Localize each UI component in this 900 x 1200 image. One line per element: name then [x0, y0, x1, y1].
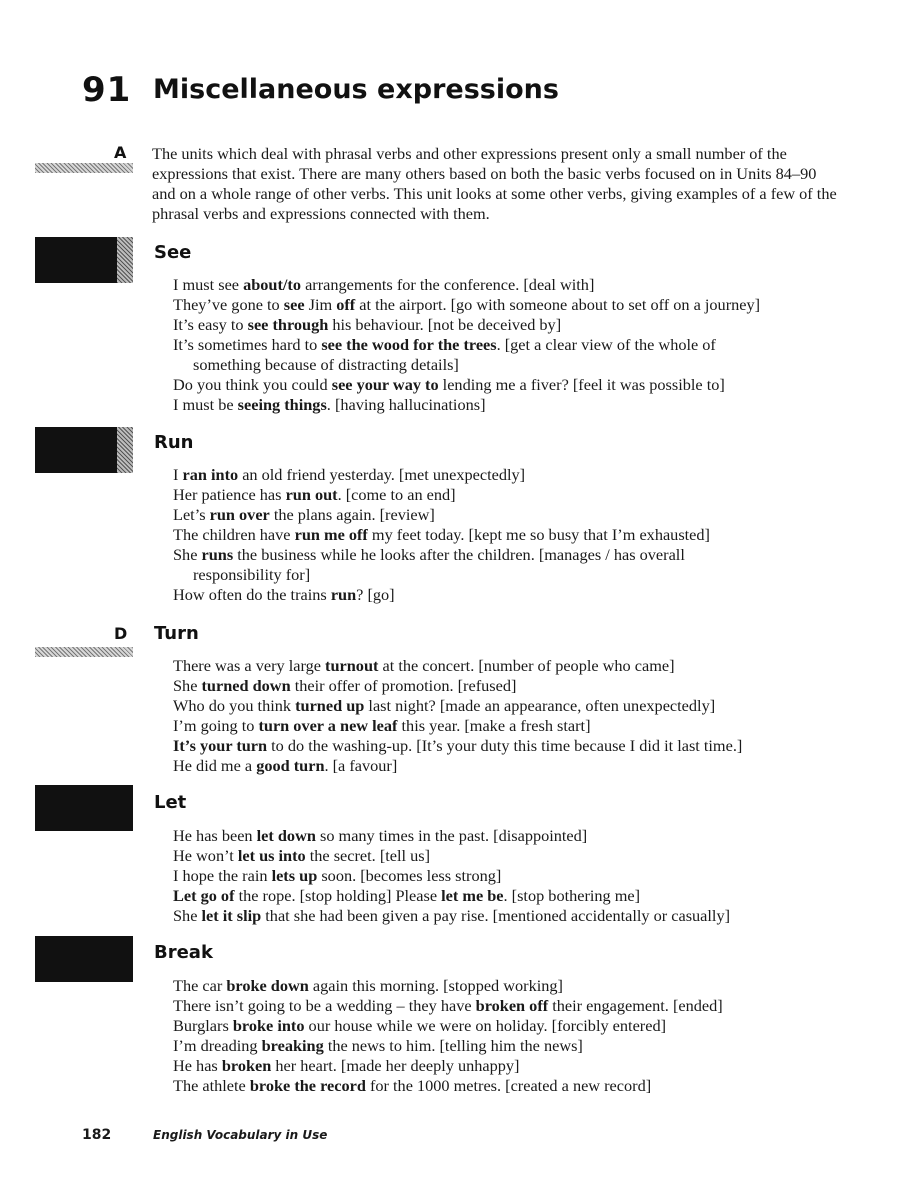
section-tab-b	[35, 237, 133, 283]
section-letter-d: D	[114, 624, 128, 643]
example-line: He won’t let us into the secret. [tell us]	[173, 846, 431, 865]
intro-paragraph	[152, 144, 842, 224]
section-heading-break: Break	[154, 942, 213, 963]
section-tab-f	[35, 936, 133, 982]
example-line: It’s easy to see through his behaviour. [not be deceived by]	[173, 315, 562, 334]
section-heading-run: Run	[154, 432, 194, 453]
example-line: Her patience has run out. [come to an end]	[173, 485, 456, 504]
intro-text: The units which deal with phrasal verbs and other expressions present only a small number of the expressions that exist. There are many others based on both the basic verbs focused on in Units 84–90 and on a whole range of other verbs. This unit looks at some other verbs, giving examples of a few of the phrasal verbs and expressions connected with them.	[152, 144, 837, 223]
book-title: English Vocabulary in Use	[153, 1128, 328, 1142]
section-letter-a: A	[114, 143, 127, 162]
example-line: He has been let down so many times in the past. [disappointed]	[173, 826, 588, 845]
section-tab-d	[35, 647, 133, 657]
example-line-continuation: responsibility for]	[193, 565, 311, 584]
example-line: There was a very large turnout at the concert. [number of people who came]	[173, 656, 675, 675]
example-line-continuation: something because of distracting details]	[193, 355, 459, 374]
example-line: She turned down their offer of promotion. [refused]	[173, 676, 517, 695]
example-line: I ran into an old friend yesterday. [met unexpectedly]	[173, 465, 526, 484]
section-heading-let: Let	[154, 792, 187, 813]
section-letter-c-shade	[117, 427, 133, 473]
example-line: Let’s run over the plans again. [review]	[173, 505, 435, 524]
section-tab-c	[35, 427, 133, 473]
example-line: Do you think you could see your way to lending me a fiver? [feel it was possible to]	[173, 375, 725, 394]
unit-number: 91	[82, 70, 132, 110]
example-line: There isn’t going to be a wedding – they have broken off their engagement. [ended]	[173, 996, 723, 1015]
example-line: Who do you think turned up last night? [made an appearance, often unexpectedly]	[173, 696, 716, 715]
example-line: I hope the rain lets up soon. [becomes less strong]	[173, 866, 502, 885]
example-line: I’m going to turn over a new leaf this year. [make a fresh start]	[173, 716, 591, 735]
example-line: Let go of the rope. [stop holding] Please let me be. [stop bothering me]	[173, 886, 641, 905]
example-line: I must be seeing things. [having hallucinations]	[173, 395, 486, 414]
example-line: He did me a good turn. [a favour]	[173, 756, 398, 775]
example-line: Burglars broke into our house while we were on holiday. [forcibly entered]	[173, 1016, 667, 1035]
example-line: They’ve gone to see Jim off at the airport. [go with someone about to set off on a journey]	[173, 295, 761, 314]
section-tab-a	[35, 163, 133, 173]
example-line: She runs the business while he looks after the children. [manages / has overall	[173, 545, 685, 564]
break-examples	[173, 976, 863, 1096]
section-tab-e	[35, 785, 133, 831]
let-examples	[173, 826, 863, 926]
example-line: The athlete broke the record for the 1000 metres. [created a new record]	[173, 1076, 652, 1095]
section-letter-b-shade	[117, 237, 133, 283]
example-line: She let it slip that she had been given a pay rise. [mentioned accidentally or casually]	[173, 906, 731, 925]
example-line: It’s your turn to do the washing-up. [It’s your duty this time because I did it last time.]	[173, 736, 743, 755]
turn-examples	[173, 656, 863, 776]
example-line: How often do the trains run? [go]	[173, 585, 395, 604]
example-line: I must see about/to arrangements for the conference. [deal with]	[173, 275, 595, 294]
page-number: 182	[82, 1127, 112, 1143]
section-heading-turn: Turn	[154, 623, 199, 644]
run-examples	[173, 465, 863, 605]
example-line: The children have run me off my feet today. [kept me so busy that I’m exhausted]	[173, 525, 710, 544]
example-line: The car broke down again this morning. [stopped working]	[173, 976, 563, 995]
example-line: It’s sometimes hard to see the wood for the trees. [get a clear view of the whole of	[173, 335, 716, 354]
page-title: Miscellaneous expressions	[153, 74, 559, 105]
see-examples	[173, 275, 863, 415]
example-line: I’m dreading breaking the news to him. [telling him the news]	[173, 1036, 583, 1055]
example-line: He has broken her heart. [made her deeply unhappy]	[173, 1056, 520, 1075]
section-heading-see: See	[154, 242, 192, 263]
